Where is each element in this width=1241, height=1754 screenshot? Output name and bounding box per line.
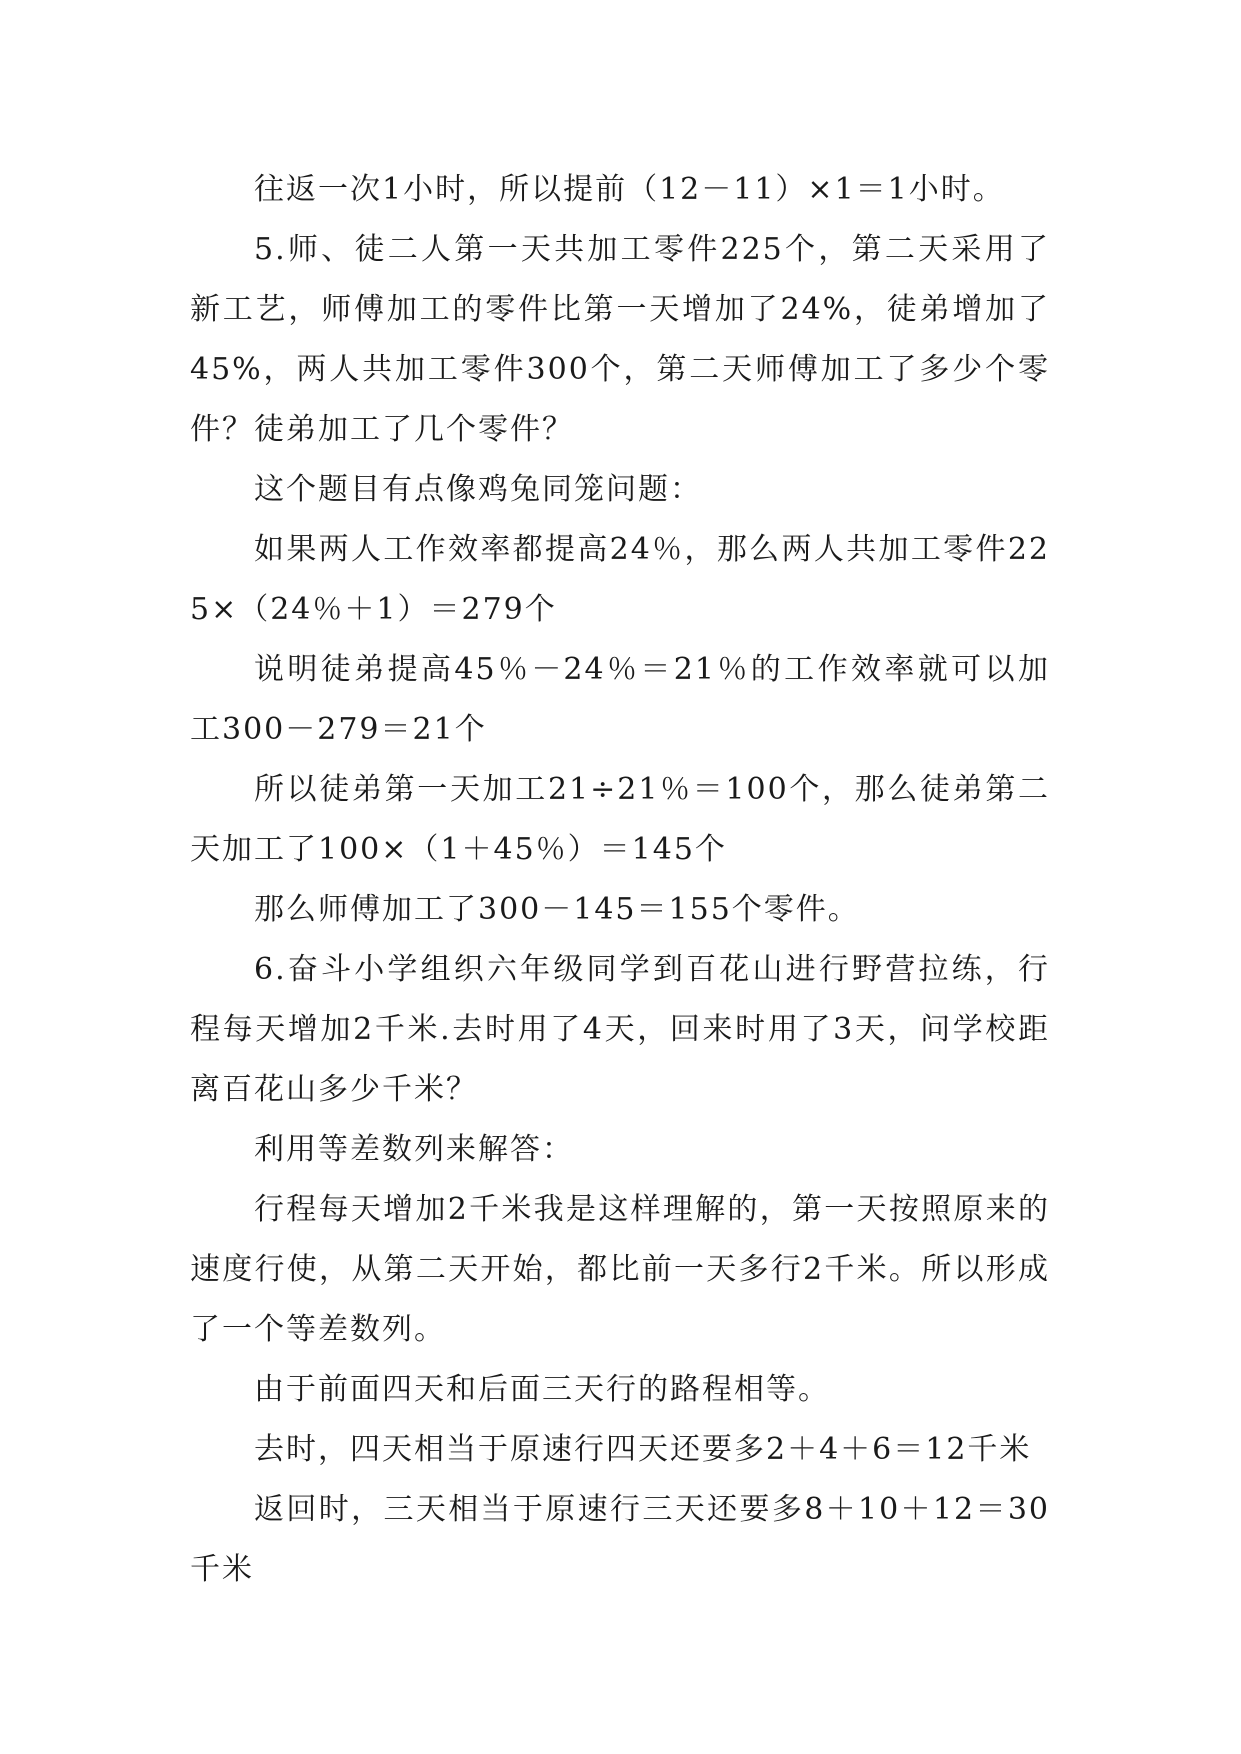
paragraph: 所以徒弟第一天加工21÷21％＝100个，那么徒弟第二天加工了100×（1＋45％）＝145个 [190, 772, 1050, 867]
paragraph: 由于前面四天和后面三天行的路程相等。 [254, 1372, 830, 1407]
paragraph: 去时，四天相当于原速行四天还要多2＋4＋6＝12千米 [254, 1432, 1032, 1467]
document-body [190, 160, 1050, 1600]
paragraph: 5.师、徒二人第一天共加工零件225个，第二天采用了新工艺，师傅加工的零件比第一天增加了24%，徒弟增加了45%，两人共加工零件300个，第二天师傅加工了多少个零件？徒弟加工了几个零件？ [190, 232, 1050, 447]
paragraph: 这个题目有点像鸡兔同笼问题： [254, 472, 702, 507]
paragraph: 6.奋斗小学组织六年级同学到百花山进行野营拉练，行程每天增加2千米.去时用了4天，回来时用了3天，问学校距离百花山多少千米？ [190, 952, 1050, 1107]
paragraph: 说明徒弟提高45％－24％＝21％的工作效率就可以加工300－279＝21个 [190, 652, 1050, 747]
paragraph: 往返一次1小时，所以提前（12－11）×1＝1小时。 [254, 172, 1005, 207]
paragraph: 如果两人工作效率都提高24％，那么两人共加工零件225×（24％＋1）＝279个 [190, 532, 1050, 627]
paragraph: 利用等差数列来解答： [254, 1132, 574, 1167]
paragraph: 行程每天增加2千米我是这样理解的，第一天按照原来的速度行使，从第二天开始，都比前一天多行2千米。所以形成了一个等差数列。 [190, 1192, 1050, 1347]
paragraph: 那么师傅加工了300－145＝155个零件。 [254, 892, 860, 927]
paragraph: 返回时，三天相当于原速行三天还要多8＋10＋12＝30千米 [190, 1492, 1050, 1587]
